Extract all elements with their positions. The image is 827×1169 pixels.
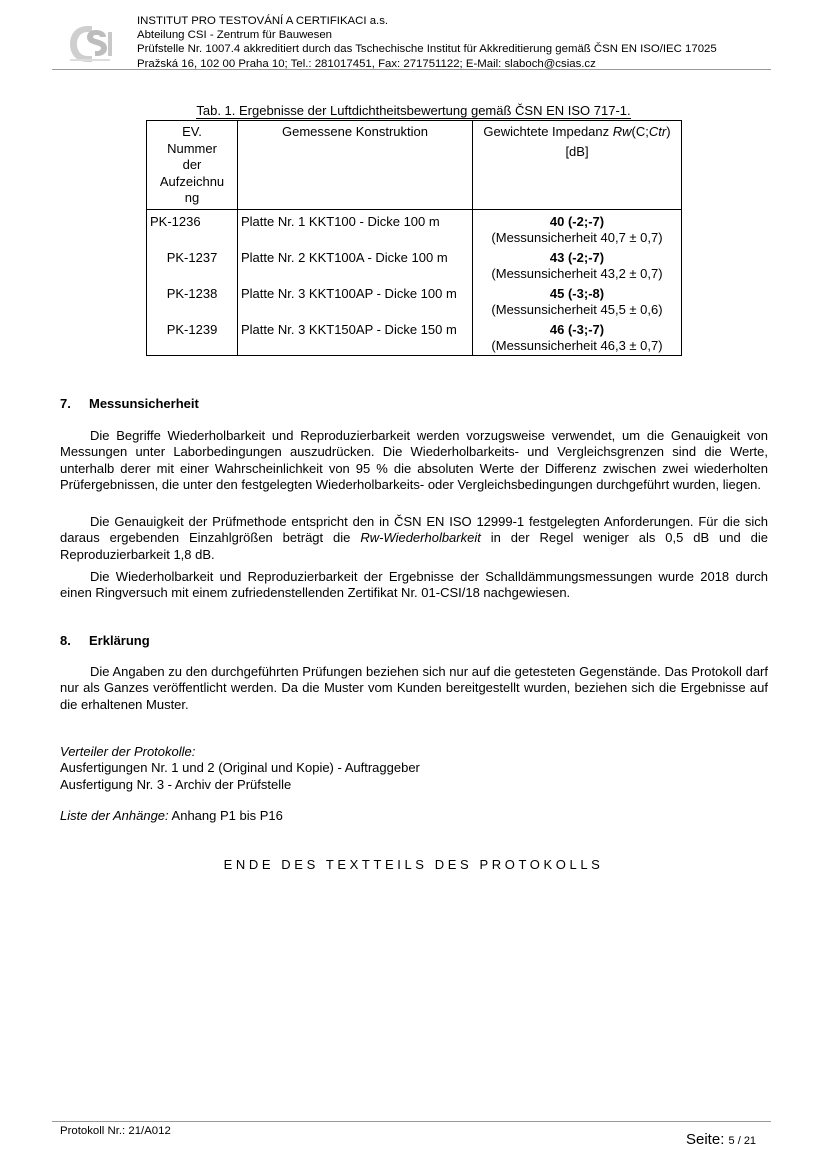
table-row <box>147 319 682 356</box>
distribution-block <box>60 744 420 793</box>
header-construction: Gemessene Konstruktion <box>238 121 473 210</box>
institute-logo <box>66 22 114 66</box>
distribution-line-1: Ausfertigungen Nr. 1 und 2 (Original und Kopie) - Auftraggeber <box>60 760 420 776</box>
header-weighted-impedance: Gewichtete Impedanz Rw(C;Ctr) [dB] <box>473 121 682 210</box>
construction-cell: Platte Nr. 1 KKT100 - Dicke 100 m <box>238 209 473 247</box>
rating-value: 40 (-2;-7) <box>549 213 605 229</box>
rating-cell <box>473 283 682 319</box>
end-of-text-notice: ENDE DES TEXTTEILS DES PROTOKOLLS <box>223 857 604 872</box>
section-8-heading: 8. Erklärung <box>60 633 150 648</box>
header-department: Abteilung CSI - Zentrum für Bauwesen <box>137 29 332 42</box>
uncertainty-value: (Messunsicherheit 43,2 ± 0,7) <box>491 266 663 281</box>
annexes-line <box>60 808 283 824</box>
header-institute-name: INSTITUT PRO TESTOVÁNÍ A CERTIFIKACI a.s. <box>137 15 389 27</box>
uncertainty-value: (Messunsicherheit 46,3 ± 0,7) <box>491 338 663 353</box>
table-row <box>147 283 682 319</box>
rating-value: 45 (-3;-8) <box>549 285 605 301</box>
construction-cell: Platte Nr. 2 KKT100A - Dicke 100 m <box>238 247 473 283</box>
rating-cell <box>473 247 682 283</box>
header-text-block <box>137 14 717 71</box>
table-row <box>147 209 682 247</box>
uncertainty-value: (Messunsicherheit 45,5 ± 0,6) <box>491 302 663 317</box>
table-row <box>147 247 682 283</box>
page-indicator <box>686 1131 756 1148</box>
distribution-title: Verteiler der Protokolle: <box>60 744 196 759</box>
distribution-line-2: Ausfertigung Nr. 3 - Archiv der Prüfstelle <box>60 776 292 792</box>
annexes-label: Liste der Anhänge: <box>60 808 169 823</box>
table-header-row <box>147 121 682 210</box>
table-caption: Tab. 1. Ergebnisse der Luftdichtheitsbewertung gemäß ČSN EN ISO 717-1. <box>196 103 631 118</box>
rating-value: 46 (-3;-7) <box>549 321 605 337</box>
uncertainty-value: (Messunsicherheit 40,7 ± 0,7) <box>491 230 663 245</box>
page-number: 5 / 21 <box>728 1135 757 1147</box>
annexes-value: Anhang P1 bis P16 <box>168 808 283 823</box>
section-7-paragraph-3: Die Wiederholbarkeit und Reproduzierbarkeit der Ergebnisse der Schalldämmungsmessungen wurde 2018 durch einen Ringversuch mit einem zufriedenstellenden Zertifikat Nr. 01-CSI/18 nachgewiesen. <box>60 569 768 601</box>
header-accreditation: Prüfstelle Nr. 1007.4 akkreditiert durch das Tschechische Institut für Akkreditierung gemäß ČSN EN ISO/IEC 17025 <box>137 43 717 56</box>
footer-divider <box>52 1121 771 1122</box>
header-record-number: EV. Nummer der Aufzeichnu ng <box>147 121 238 210</box>
construction-cell: Platte Nr. 3 KKT150AP - Dicke 150 m <box>238 319 473 356</box>
header-divider <box>52 69 771 70</box>
record-id: PK-1236 <box>147 209 238 247</box>
rating-cell <box>473 209 682 247</box>
record-id: PK-1238 <box>147 283 238 319</box>
section-7-paragraph-2: Die Genauigkeit der Prüfmethode entspricht den in ČSN EN ISO 12999-1 festgelegten Anforderungen. Für die sich daraus ergebenden Einzahlgrößen beträgt die Rw-Wiederholbarkeit in der Regel weniger als 0,5 dB und die Reproduzierbarkeit 1,8 dB. <box>60 514 768 562</box>
protocol-number: Protokoll Nr.: 21/A012 <box>60 1125 171 1137</box>
section-7-heading: 7. Messunsicherheit <box>60 396 199 411</box>
record-id: PK-1239 <box>147 319 238 356</box>
section-8-paragraph: Die Angaben zu den durchgeführten Prüfungen beziehen sich nur auf die getesteten Gegenstände. Das Protokoll darf nur als Ganzes veröffentlicht werden. Da die Muster vom Kunden bereitgestellt wurden, beziehen sich die Ergebnisse auf die erhaltenen Muster. <box>60 664 768 712</box>
record-id: PK-1237 <box>147 247 238 283</box>
construction-cell: Platte Nr. 3 KKT100AP - Dicke 100 m <box>238 283 473 319</box>
rating-value: 43 (-2;-7) <box>549 249 605 265</box>
page-label: Seite: <box>686 1131 725 1148</box>
results-table <box>146 120 682 356</box>
header-contact: Pražská 16, 102 00 Praha 10; Tel.: 281017451, Fax: 271751122; E-Mail: slaboch@csias.cz <box>137 57 596 70</box>
section-7-paragraph-1: Die Begriffe Wiederholbarkeit und Reproduzierbarkeit werden vorzugsweise verwendet, um die Genauigkeit von Messungen unter Laborbedingungen auszudrücken. Die Wiederholbarkeits- und Vergleichsgrenzen sind die Werte, unterhalb derer mit einer Wahrscheinlichkeit von 95 % die absoluten Werte der Differenz zwischen zwei wiederholten Prüfergebnissen, die unter den festgelegten Wiederholbarkeits- oder Vergleichsbedingungen durchgeführt wurden, liegen. <box>60 428 768 493</box>
rating-cell <box>473 319 682 356</box>
